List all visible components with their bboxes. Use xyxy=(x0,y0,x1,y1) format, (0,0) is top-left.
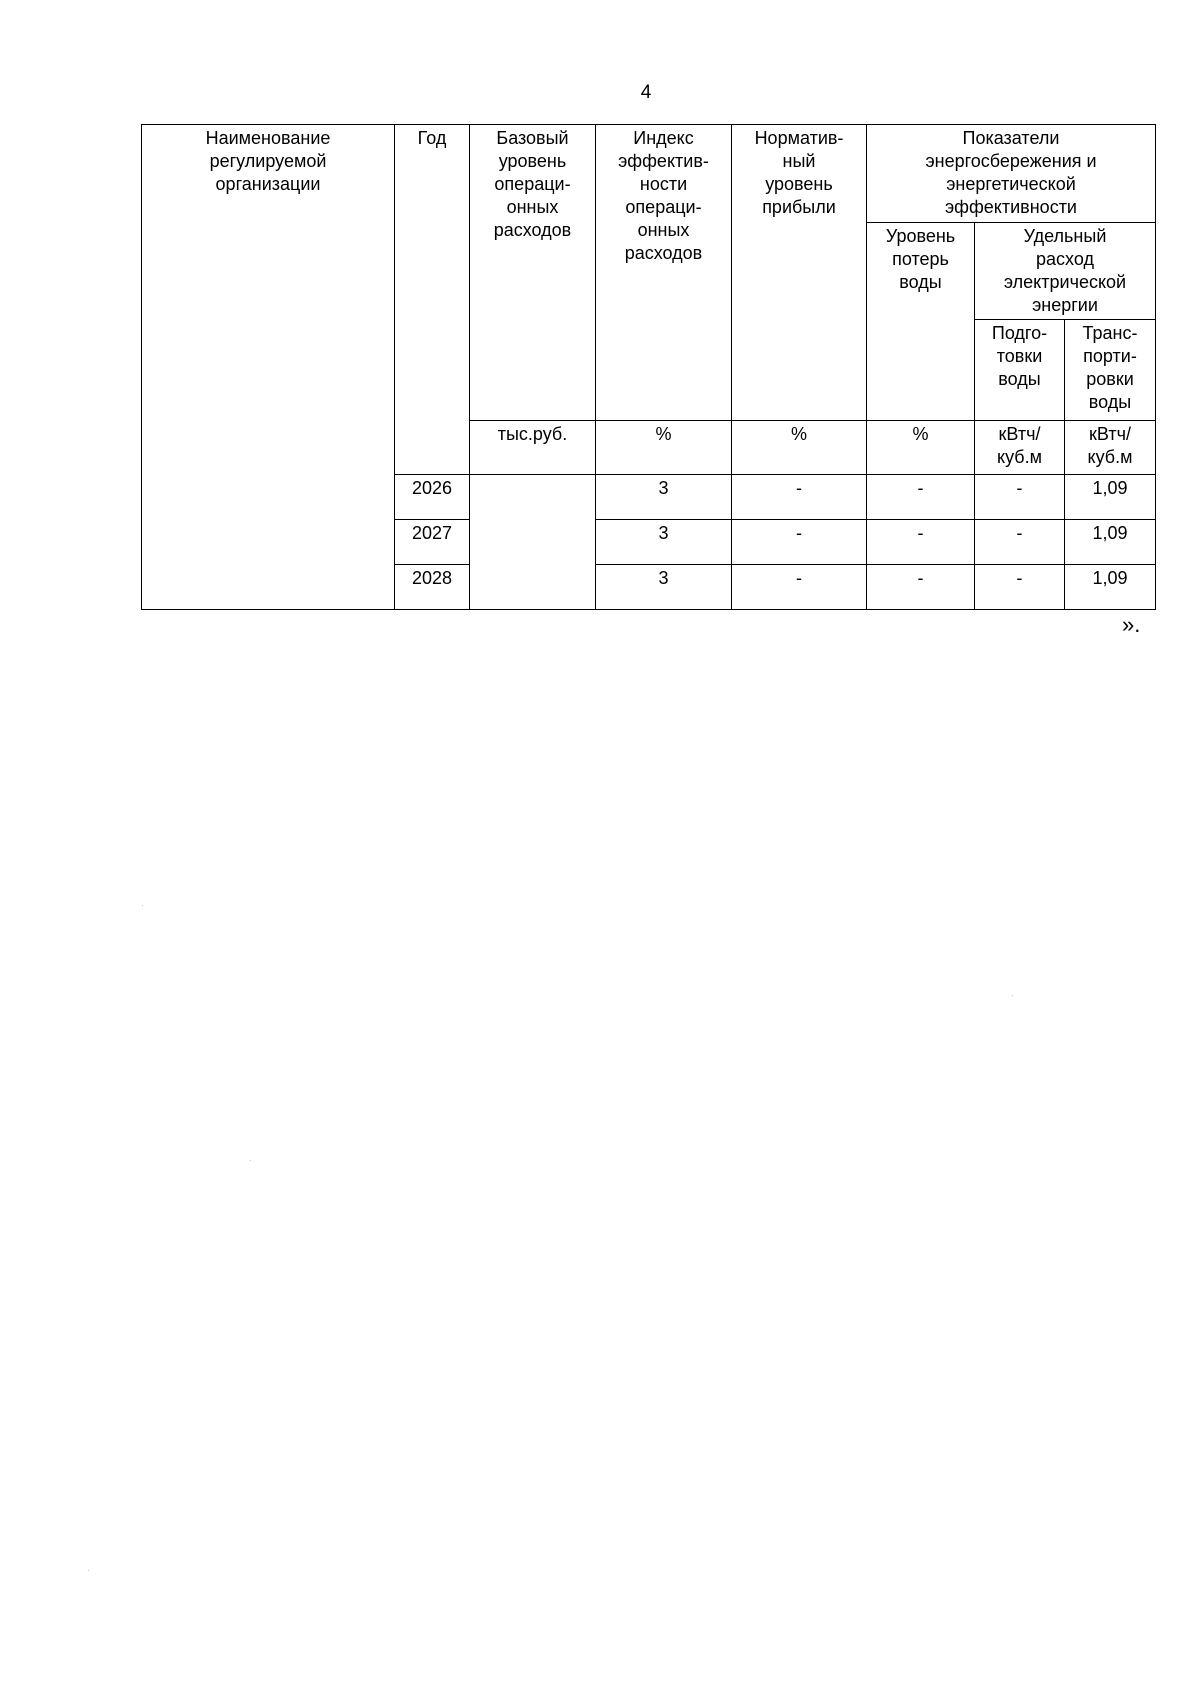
cell-water-losses: - xyxy=(867,475,975,520)
cell-water-transport: 1,09 xyxy=(1065,475,1156,520)
closing-quote-mark: ». xyxy=(1122,612,1141,637)
header-water-losses: Уровень потерь воды xyxy=(867,223,975,421)
cell-efficiency-index: 3 xyxy=(596,520,732,565)
cell-water-transport: 1,09 xyxy=(1065,565,1156,610)
unit-normative-profit: % xyxy=(732,421,867,475)
indicators-table xyxy=(141,124,1156,610)
cell-normative-profit: - xyxy=(732,565,867,610)
header-specific-consumption: Удельный расход электрической энергии xyxy=(975,223,1156,320)
scan-speck xyxy=(1012,995,1013,996)
cell-year: 2028 xyxy=(395,565,470,610)
scan-speck xyxy=(142,905,143,906)
unit-water-preparation: кВтч/ куб.м xyxy=(975,421,1065,475)
scan-speck xyxy=(250,1160,251,1161)
cell-base-opex xyxy=(470,475,596,610)
cell-water-transport: 1,09 xyxy=(1065,520,1156,565)
cell-water-losses: - xyxy=(867,565,975,610)
scan-speck xyxy=(88,1570,89,1571)
header-base-opex: Базовый уровень операци- онных расходов xyxy=(470,125,596,421)
header-efficiency-index: Индекс эффектив- ности операци- онных расходов xyxy=(596,125,732,421)
header-energy-indicators: Показатели энергосбережения и энергетической эффективности xyxy=(867,125,1156,223)
unit-water-losses: % xyxy=(867,421,975,475)
header-organization: Наименование регулируемой организации xyxy=(142,125,395,610)
cell-normative-profit: - xyxy=(732,475,867,520)
header-year: Год xyxy=(395,125,470,475)
header-water-preparation: Подго- товки воды xyxy=(975,320,1065,421)
cell-year: 2026 xyxy=(395,475,470,520)
cell-normative-profit: - xyxy=(732,520,867,565)
cell-water-preparation: - xyxy=(975,475,1065,520)
page-number: 4 xyxy=(640,82,652,103)
cell-year: 2027 xyxy=(395,520,470,565)
cell-water-preparation: - xyxy=(975,520,1065,565)
unit-water-transport: кВтч/ куб.м xyxy=(1065,421,1156,475)
unit-efficiency-index: % xyxy=(596,421,732,475)
cell-efficiency-index: 3 xyxy=(596,565,732,610)
unit-base-opex: тыс.руб. xyxy=(470,421,596,475)
cell-efficiency-index: 3 xyxy=(596,475,732,520)
header-water-transport: Транс- порти- ровки воды xyxy=(1065,320,1156,421)
header-normative-profit: Норматив- ный уровень прибыли xyxy=(732,125,867,421)
cell-water-preparation: - xyxy=(975,565,1065,610)
cell-water-losses: - xyxy=(867,520,975,565)
